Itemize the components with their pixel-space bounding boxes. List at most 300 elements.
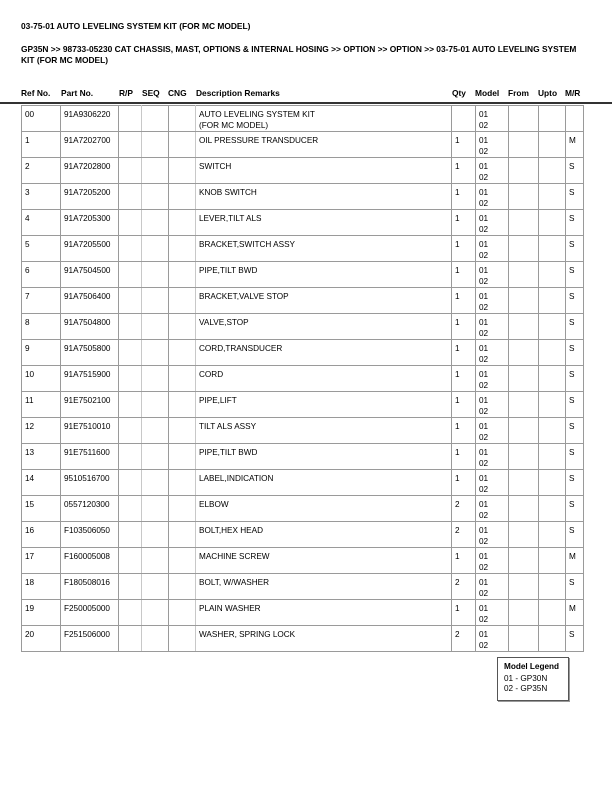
- cell-ref: 11: [22, 392, 61, 418]
- description-line: LEVER,TILT ALS: [199, 214, 262, 223]
- model-code: 01: [479, 604, 489, 613]
- table-row: [22, 470, 584, 496]
- cell-qty: 1: [452, 314, 476, 340]
- table-row: [22, 418, 584, 444]
- cell-part-no: 91A7515900: [61, 366, 119, 392]
- description-line: BOLT,HEX HEAD: [199, 526, 263, 535]
- cell-part-no: 91A7505800: [61, 340, 119, 366]
- cell-part-no: 91A7205200: [61, 184, 119, 210]
- cell-upto: [539, 574, 566, 600]
- cell-model: [476, 366, 509, 392]
- cell-upto: [539, 210, 566, 236]
- cell-from: [509, 340, 539, 366]
- model-code: 01: [479, 266, 489, 275]
- cell-cng: [169, 600, 196, 626]
- table-row: [22, 236, 584, 262]
- table-row: [22, 366, 584, 392]
- model-code: 02: [479, 459, 489, 468]
- cell-from: [509, 288, 539, 314]
- cell-mr: S: [566, 366, 584, 392]
- cell-seq: [142, 314, 169, 340]
- cell-model: [476, 548, 509, 574]
- cell-description: [196, 418, 452, 444]
- cell-rp: [119, 470, 142, 496]
- header-mr: M/R: [565, 88, 581, 98]
- cell-from: [509, 470, 539, 496]
- cell-from: [509, 418, 539, 444]
- cell-rp: [119, 392, 142, 418]
- cell-from: [509, 158, 539, 184]
- cell-rp: [119, 262, 142, 288]
- cell-description: [196, 314, 452, 340]
- cell-rp: [119, 548, 142, 574]
- cell-mr: S: [566, 184, 584, 210]
- cell-qty: 1: [452, 236, 476, 262]
- cell-rp: [119, 184, 142, 210]
- cell-mr: S: [566, 574, 584, 600]
- model-code: 01: [479, 396, 489, 405]
- description-line: CORD,TRANSDUCER: [199, 344, 283, 353]
- model-code: 02: [479, 225, 489, 234]
- cell-mr: S: [566, 418, 584, 444]
- cell-description: [196, 496, 452, 522]
- cell-ref: 9: [22, 340, 61, 366]
- cell-part-no: 91A7202700: [61, 132, 119, 158]
- cell-upto: [539, 288, 566, 314]
- model-code: 02: [479, 277, 489, 286]
- cell-upto: [539, 106, 566, 132]
- cell-qty: 1: [452, 184, 476, 210]
- description-line: MACHINE SCREW: [199, 552, 270, 561]
- cell-part-no: 91E7511600: [61, 444, 119, 470]
- cell-ref: 1: [22, 132, 61, 158]
- cell-upto: [539, 470, 566, 496]
- cell-ref: 3: [22, 184, 61, 210]
- cell-from: [509, 444, 539, 470]
- table-row: [22, 626, 584, 652]
- cell-description: [196, 600, 452, 626]
- cell-cng: [169, 236, 196, 262]
- cell-upto: [539, 522, 566, 548]
- cell-model: [476, 314, 509, 340]
- cell-seq: [142, 548, 169, 574]
- model-code: 01: [479, 292, 489, 301]
- model-code: 02: [479, 589, 489, 598]
- description-line: CORD: [199, 370, 224, 379]
- cell-ref: 6: [22, 262, 61, 288]
- cell-model: [476, 522, 509, 548]
- cell-seq: [142, 132, 169, 158]
- model-code: 01: [479, 630, 489, 639]
- cell-from: [509, 106, 539, 132]
- cell-from: [509, 574, 539, 600]
- cell-part-no: F251506000: [61, 626, 119, 652]
- cell-from: [509, 314, 539, 340]
- model-code: 02: [479, 121, 489, 130]
- cell-from: [509, 366, 539, 392]
- cell-description: [196, 392, 452, 418]
- cell-ref: 8: [22, 314, 61, 340]
- cell-mr: S: [566, 236, 584, 262]
- table-row: [22, 314, 584, 340]
- cell-from: [509, 392, 539, 418]
- cell-cng: [169, 418, 196, 444]
- cell-model: [476, 600, 509, 626]
- cell-qty: 1: [452, 158, 476, 184]
- description-line: AUTO LEVELING SYSTEM KIT: [199, 110, 315, 119]
- cell-model: [476, 574, 509, 600]
- description-line: KNOB SWITCH: [199, 188, 257, 197]
- cell-model: [476, 626, 509, 652]
- cell-model: [476, 132, 509, 158]
- model-code: 02: [479, 173, 489, 182]
- model-code: 02: [479, 355, 489, 364]
- cell-upto: [539, 418, 566, 444]
- model-code: 01: [479, 318, 489, 327]
- model-code: 02: [479, 407, 489, 416]
- header-qty: Qty: [452, 88, 466, 98]
- table-row: [22, 548, 584, 574]
- cell-ref: 00: [22, 106, 61, 132]
- cell-part-no: 0557120300: [61, 496, 119, 522]
- table-row: [22, 574, 584, 600]
- cell-qty: 1: [452, 470, 476, 496]
- cell-rp: [119, 288, 142, 314]
- cell-seq: [142, 210, 169, 236]
- header-from: From: [508, 88, 529, 98]
- cell-rp: [119, 158, 142, 184]
- table-row: [22, 392, 584, 418]
- cell-upto: [539, 548, 566, 574]
- cell-from: [509, 184, 539, 210]
- cell-mr: S: [566, 210, 584, 236]
- model-code: 01: [479, 370, 489, 379]
- cell-mr: S: [566, 158, 584, 184]
- description-line: VALVE,STOP: [199, 318, 249, 327]
- cell-seq: [142, 262, 169, 288]
- description-line: PIPE,LIFT: [199, 396, 237, 405]
- cell-upto: [539, 392, 566, 418]
- cell-cng: [169, 548, 196, 574]
- cell-rp: [119, 574, 142, 600]
- cell-qty: 2: [452, 496, 476, 522]
- cell-ref: 2: [22, 158, 61, 184]
- cell-upto: [539, 314, 566, 340]
- cell-seq: [142, 470, 169, 496]
- model-code: 02: [479, 615, 489, 624]
- cell-from: [509, 522, 539, 548]
- cell-ref: 7: [22, 288, 61, 314]
- cell-rp: [119, 210, 142, 236]
- cell-from: [509, 496, 539, 522]
- model-code: 02: [479, 251, 489, 260]
- cell-ref: 19: [22, 600, 61, 626]
- cell-qty: 2: [452, 522, 476, 548]
- cell-description: [196, 262, 452, 288]
- cell-part-no: 91E7510010: [61, 418, 119, 444]
- cell-from: [509, 210, 539, 236]
- cell-cng: [169, 184, 196, 210]
- cell-upto: [539, 184, 566, 210]
- cell-part-no: F180508016: [61, 574, 119, 600]
- cell-model: [476, 236, 509, 262]
- model-code: 01: [479, 110, 489, 119]
- cell-part-no: 91A9306220: [61, 106, 119, 132]
- cell-upto: [539, 600, 566, 626]
- cell-upto: [539, 236, 566, 262]
- cell-description: [196, 132, 452, 158]
- cell-seq: [142, 236, 169, 262]
- cell-seq: [142, 600, 169, 626]
- description-line: PIPE,TILT BWD: [199, 448, 258, 457]
- page-title: 03-75-01 AUTO LEVELING SYSTEM KIT (FOR MC MODEL): [21, 21, 251, 31]
- model-code: 01: [479, 552, 489, 561]
- description-line: TILT ALS ASSY: [199, 422, 257, 431]
- cell-qty: 1: [452, 366, 476, 392]
- cell-qty: 1: [452, 600, 476, 626]
- cell-part-no: 91A7205300: [61, 210, 119, 236]
- table-row: [22, 522, 584, 548]
- cell-cng: [169, 106, 196, 132]
- cell-seq: [142, 392, 169, 418]
- cell-qty: 1: [452, 548, 476, 574]
- cell-model: [476, 444, 509, 470]
- description-line: WASHER, SPRING LOCK: [199, 630, 296, 639]
- cell-ref: 5: [22, 236, 61, 262]
- header-cng: CNG: [168, 88, 187, 98]
- cell-model: [476, 158, 509, 184]
- table-row: [22, 158, 584, 184]
- legend-title: Model Legend: [504, 662, 560, 671]
- model-code: 01: [479, 474, 489, 483]
- cell-seq: [142, 444, 169, 470]
- model-code: 02: [479, 641, 489, 650]
- cell-cng: [169, 132, 196, 158]
- cell-model: [476, 496, 509, 522]
- cell-description: [196, 158, 452, 184]
- model-code: 01: [479, 188, 489, 197]
- cell-model: [476, 262, 509, 288]
- parts-table: [21, 105, 584, 652]
- cell-part-no: F160005008: [61, 548, 119, 574]
- cell-model: [476, 106, 509, 132]
- description-line: BRACKET,SWITCH ASSY: [199, 240, 295, 249]
- cell-ref: 15: [22, 496, 61, 522]
- description-line: PLAIN WASHER: [199, 604, 261, 613]
- cell-from: [509, 236, 539, 262]
- cell-ref: 12: [22, 418, 61, 444]
- header-upto: Upto: [538, 88, 558, 98]
- cell-mr: M: [566, 132, 584, 158]
- cell-cng: [169, 210, 196, 236]
- cell-rp: [119, 418, 142, 444]
- description-line: LABEL,INDICATION: [199, 474, 274, 483]
- cell-upto: [539, 340, 566, 366]
- cell-from: [509, 626, 539, 652]
- cell-qty: [452, 106, 476, 132]
- model-code: 02: [479, 485, 489, 494]
- header-model: Model: [475, 88, 500, 98]
- cell-ref: 17: [22, 548, 61, 574]
- cell-cng: [169, 392, 196, 418]
- description-line: ELBOW: [199, 500, 229, 509]
- table-row: [22, 184, 584, 210]
- cell-rp: [119, 314, 142, 340]
- cell-rp: [119, 522, 142, 548]
- cell-upto: [539, 496, 566, 522]
- cell-rp: [119, 106, 142, 132]
- cell-ref: 16: [22, 522, 61, 548]
- cell-qty: 2: [452, 574, 476, 600]
- description-line: SWITCH: [199, 162, 232, 171]
- cell-description: [196, 340, 452, 366]
- model-code: 01: [479, 578, 489, 587]
- cell-seq: [142, 522, 169, 548]
- cell-description: [196, 522, 452, 548]
- cell-cng: [169, 626, 196, 652]
- description-line: (FOR MC MODEL): [199, 121, 269, 130]
- cell-cng: [169, 496, 196, 522]
- cell-description: [196, 366, 452, 392]
- cell-cng: [169, 340, 196, 366]
- cell-mr: [566, 106, 584, 132]
- cell-description: [196, 184, 452, 210]
- cell-cng: [169, 158, 196, 184]
- cell-mr: S: [566, 288, 584, 314]
- cell-mr: S: [566, 444, 584, 470]
- model-code: 01: [479, 422, 489, 431]
- cell-part-no: 91A7202800: [61, 158, 119, 184]
- cell-qty: 1: [452, 418, 476, 444]
- cell-rp: [119, 600, 142, 626]
- cell-description: [196, 210, 452, 236]
- table-row: [22, 106, 584, 132]
- cell-part-no: F250005000: [61, 600, 119, 626]
- cell-from: [509, 548, 539, 574]
- cell-part-no: 91A7504500: [61, 262, 119, 288]
- table-row: [22, 132, 584, 158]
- cell-upto: [539, 262, 566, 288]
- header-desc: Description Remarks: [196, 88, 280, 98]
- cell-cng: [169, 262, 196, 288]
- description-line: OIL PRESSURE TRANSDUCER: [199, 136, 319, 145]
- cell-part-no: 91A7504800: [61, 314, 119, 340]
- cell-qty: 2: [452, 626, 476, 652]
- cell-rp: [119, 444, 142, 470]
- cell-mr: S: [566, 392, 584, 418]
- cell-ref: 4: [22, 210, 61, 236]
- cell-rp: [119, 340, 142, 366]
- cell-qty: 1: [452, 210, 476, 236]
- cell-seq: [142, 184, 169, 210]
- cell-model: [476, 210, 509, 236]
- cell-cng: [169, 470, 196, 496]
- model-code: 01: [479, 526, 489, 535]
- table-row: [22, 444, 584, 470]
- cell-upto: [539, 158, 566, 184]
- table-row: [22, 600, 584, 626]
- cell-description: [196, 236, 452, 262]
- table-row: [22, 288, 584, 314]
- cell-cng: [169, 288, 196, 314]
- cell-ref: 13: [22, 444, 61, 470]
- cell-seq: [142, 574, 169, 600]
- table-row: [22, 496, 584, 522]
- cell-part-no: 91A7205500: [61, 236, 119, 262]
- cell-qty: 1: [452, 262, 476, 288]
- model-code: 01: [479, 214, 489, 223]
- cell-mr: S: [566, 522, 584, 548]
- cell-ref: 20: [22, 626, 61, 652]
- cell-seq: [142, 626, 169, 652]
- cell-part-no: 91E7502100: [61, 392, 119, 418]
- cell-seq: [142, 158, 169, 184]
- cell-mr: S: [566, 626, 584, 652]
- cell-description: [196, 288, 452, 314]
- model-code: 02: [479, 199, 489, 208]
- model-code: 02: [479, 381, 489, 390]
- header-divider: [0, 102, 612, 104]
- cell-upto: [539, 626, 566, 652]
- cell-model: [476, 392, 509, 418]
- cell-qty: 1: [452, 340, 476, 366]
- cell-seq: [142, 106, 169, 132]
- cell-qty: 1: [452, 444, 476, 470]
- cell-seq: [142, 340, 169, 366]
- cell-cng: [169, 366, 196, 392]
- model-code: 01: [479, 500, 489, 509]
- cell-ref: 14: [22, 470, 61, 496]
- cell-cng: [169, 522, 196, 548]
- header-ref: Ref No.: [21, 88, 51, 98]
- cell-model: [476, 470, 509, 496]
- model-code: 01: [479, 448, 489, 457]
- cell-mr: S: [566, 340, 584, 366]
- cell-ref: 18: [22, 574, 61, 600]
- cell-seq: [142, 366, 169, 392]
- model-code: 02: [479, 303, 489, 312]
- cell-seq: [142, 496, 169, 522]
- cell-seq: [142, 288, 169, 314]
- cell-mr: M: [566, 548, 584, 574]
- legend-item: 02 - GP35N: [504, 684, 548, 693]
- cell-mr: M: [566, 600, 584, 626]
- cell-description: [196, 626, 452, 652]
- cell-upto: [539, 366, 566, 392]
- model-code: 01: [479, 162, 489, 171]
- cell-part-no: 91A7506400: [61, 288, 119, 314]
- table-row: [22, 340, 584, 366]
- cell-mr: S: [566, 470, 584, 496]
- table-row: [22, 210, 584, 236]
- cell-mr: S: [566, 314, 584, 340]
- cell-model: [476, 184, 509, 210]
- cell-rp: [119, 236, 142, 262]
- cell-mr: S: [566, 262, 584, 288]
- cell-ref: 10: [22, 366, 61, 392]
- model-legend: [497, 657, 569, 701]
- breadcrumb: GP35N >> 98733-05230 CAT CHASSIS, MAST, OPTIONS & INTERNAL HOSING >> OPTION >> OPTION >> 03-75-01 AUTO LEVELING SYSTEM KIT (FOR MC MODEL): [21, 44, 577, 65]
- cell-from: [509, 262, 539, 288]
- cell-cng: [169, 574, 196, 600]
- model-code: 01: [479, 344, 489, 353]
- description-line: BRACKET,VALVE STOP: [199, 292, 289, 301]
- cell-description: [196, 548, 452, 574]
- cell-qty: 1: [452, 288, 476, 314]
- model-code: 02: [479, 329, 489, 338]
- model-code: 02: [479, 433, 489, 442]
- model-code: 02: [479, 147, 489, 156]
